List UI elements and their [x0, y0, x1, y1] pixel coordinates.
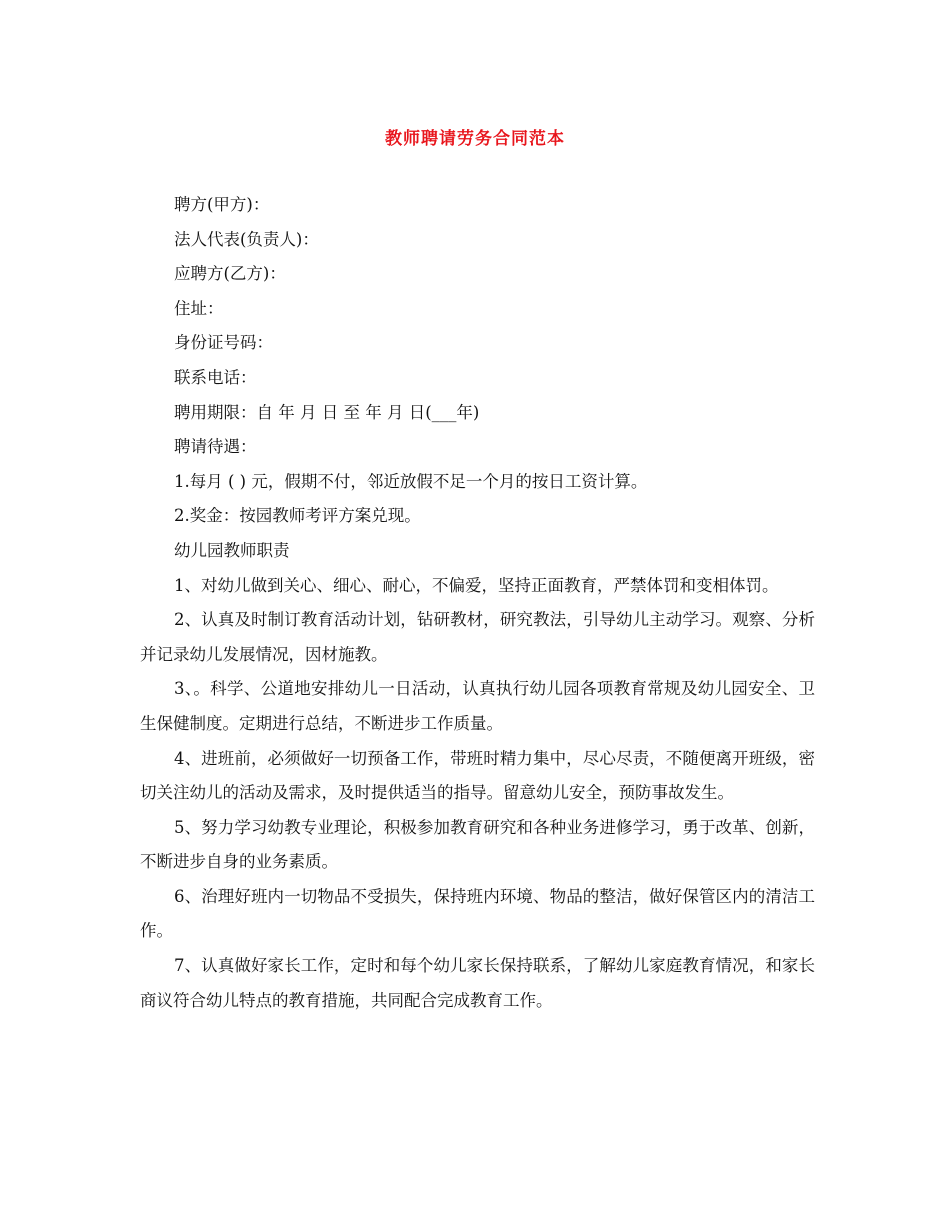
- id-number-line: 身份证号码：: [174, 333, 273, 353]
- duty-paragraph: 2、认真及时制订教育活动计划，钻研教材，研究教法，引导幼儿主动学习。观察、分析并记录幼儿发展情况，因材施教。: [140, 610, 815, 664]
- document-body: [140, 188, 815, 1018]
- legal-representative-line: 法人代表(负责人)：: [174, 229, 319, 249]
- duty-paragraph: 5、努力学习幼教专业理论，积极参加教育研究和各种业务进修学习，勇于改革、创新，不断进步自身的业务素质。: [140, 817, 815, 872]
- compensation-heading: 聘请待遇：: [174, 437, 257, 457]
- bonus-line: 2.奖金：按园教师考评方案兑现。: [174, 506, 421, 526]
- duty-paragraph: 1、对幼儿做到关心、细心、耐心，不偏爱，坚持正面教育，严禁体罚和变相体罚。: [174, 575, 779, 595]
- phone-line: 联系电话：: [174, 367, 257, 387]
- term-line: 聘用期限：自 年 月 日 至 年 月 日(___年): [174, 402, 480, 422]
- salary-line: 1.每月 ( ) 元，假期不付，邻近放假不足一个月的按日工资计算。: [174, 471, 648, 491]
- employee-line: 应聘方(乙方)：: [174, 264, 286, 284]
- employer-line: 聘方(甲方)：: [174, 195, 270, 214]
- duty-paragraph: 7、认真做好家长工作，定时和每个幼儿家长保持联系，了解幼儿家庭教育情况，和家长商议符合幼儿特点的教育措施，共同配合完成教育工作。: [140, 956, 815, 1010]
- duty-paragraph: 3、。科学、公道地安排幼儿一日活动，认真执行幼儿园各项教育常规及幼儿园安全、卫生保健制度。定期进行总结，不断进步工作质量。: [140, 679, 815, 733]
- document-title: 教师聘请劳务合同范本: [385, 129, 565, 149]
- duty-paragraph: 4、进班前，必须做好一切预备工作，带班时精力集中，尽心尽责，不随便离开班级，密切关注幼儿的活动及需求，及时提供适当的指导。留意幼儿安全，预防事故发生。: [140, 748, 815, 803]
- duties-heading: 幼儿园教师职责: [174, 540, 290, 560]
- address-line: 住址：: [174, 298, 224, 318]
- duty-paragraph: 6、治理好班内一切物品不受损失，保持班内环境、物品的整洁，做好保管区内的清洁工作。: [140, 886, 815, 941]
